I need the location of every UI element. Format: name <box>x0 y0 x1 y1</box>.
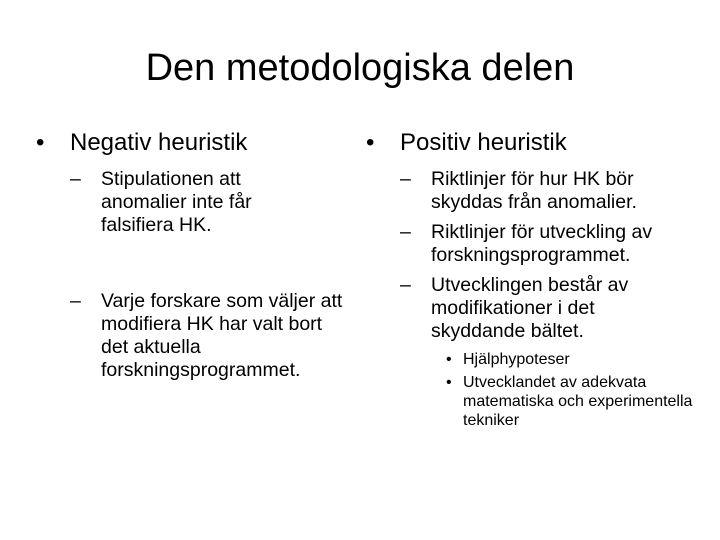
sub-bullet <box>36 290 351 382</box>
sub-sub-bullet <box>366 350 693 369</box>
left-column <box>36 128 356 389</box>
bullet-text: Utvecklandet av adekvata matematiska och experimentella tekniker <box>463 374 693 429</box>
bullet-text: Positiv heuristik <box>400 129 567 156</box>
bullet-negativ-heuristik <box>36 128 356 158</box>
bullet-positiv-heuristik <box>366 128 716 158</box>
right-column <box>366 128 716 434</box>
bullet-dash-icon: – <box>400 221 411 243</box>
bullet-text: Varje forskare som väljer att modifiera HK har valt bort det aktuella forskningsprogrammet. <box>101 290 343 381</box>
bullet-dash-icon: – <box>70 290 81 312</box>
bullet-text: Riktlinjer för hur HK bör skyddas från anomalier. <box>431 168 637 213</box>
sub-bullet <box>36 168 316 237</box>
bullet-text: Hjälphypoteser <box>463 351 570 368</box>
bullet-text: Stipulationen att anomalier inte får falsifiera HK. <box>101 168 252 236</box>
bullet-text: Negativ heuristik <box>70 129 248 156</box>
bullet-text: Riktlinjer för utveckling av forskningsprogrammet. <box>431 221 653 266</box>
sub-bullet <box>366 168 701 214</box>
bullet-text: Utvecklingen består av modifikationer i det skyddande bältet. <box>431 274 629 342</box>
slide-title: Den metodologiska delen <box>145 47 575 89</box>
bullet-dash-icon: – <box>70 168 81 190</box>
sub-bullet <box>366 274 681 343</box>
sub-sub-bullet <box>366 373 713 430</box>
bullet-dot-icon: • <box>446 351 452 368</box>
bullet-dot-icon: • <box>36 129 45 156</box>
bullet-dash-icon: – <box>400 168 411 190</box>
bullet-dot-icon: • <box>366 129 375 156</box>
bullet-dash-icon: – <box>400 274 411 296</box>
bullet-dot-icon: • <box>446 374 452 391</box>
sub-bullet <box>366 221 716 267</box>
